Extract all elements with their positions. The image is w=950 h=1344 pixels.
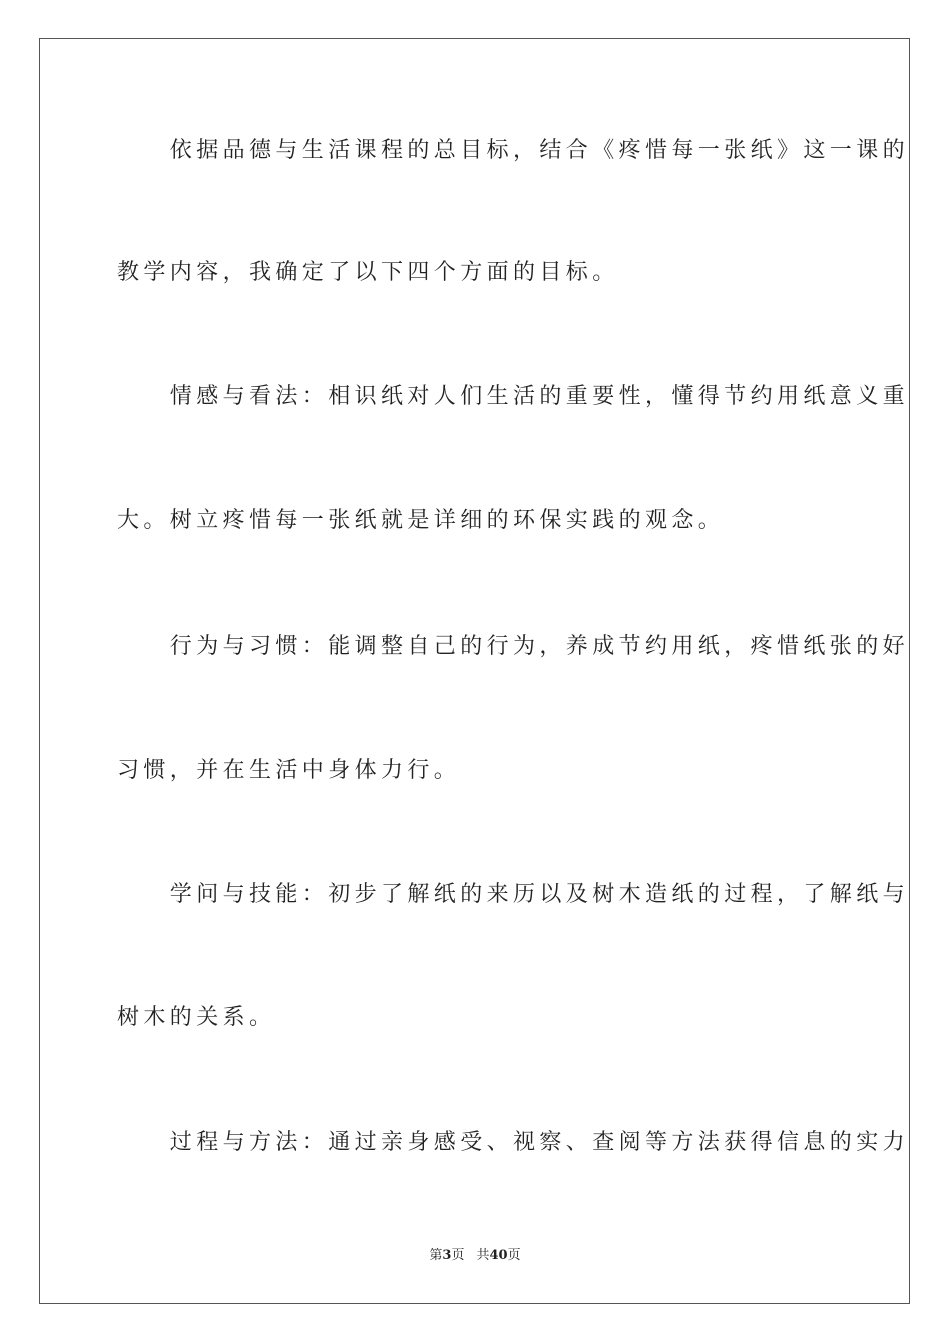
paragraph-4-line-1: 学问与技能：初步了解纸的来历以及树木造纸的过程，了解纸与: [117, 882, 910, 907]
page-footer: [0, 1247, 950, 1265]
paragraph-3-line-1: 行为与习惯：能调整自己的行为，养成节约用纸，疼惜纸张的好: [117, 634, 910, 659]
total-prefix: 共: [476, 1248, 490, 1263]
paragraph-4-line-2: 树木的关系。: [117, 1005, 276, 1030]
total-suffix: 页: [507, 1248, 521, 1263]
paragraph-2-line-1: 情感与看法：相识纸对人们生活的重要性，懂得节约用纸意义重: [117, 384, 910, 409]
paragraph-5-line-1: 过程与方法：通过亲身感受、视察、查阅等方法获得信息的实力: [117, 1130, 910, 1155]
paragraph-3-line-2: 习惯，并在生活中身体力行。: [117, 758, 461, 783]
page-border: [39, 38, 910, 1304]
page-prefix: 第: [429, 1248, 443, 1263]
paragraph-2-line-2: 大。树立疼惜每一张纸就是详细的环保实践的观念。: [117, 508, 725, 533]
paragraph-1-line-1: 依据品德与生活课程的总目标，结合《疼惜每一张纸》这一课的: [117, 138, 910, 163]
page-number: 3: [442, 1248, 452, 1263]
total-pages: 40: [489, 1248, 508, 1263]
paragraph-1-line-2: 教学内容，我确定了以下四个方面的目标。: [117, 260, 619, 285]
page-suffix: 页: [451, 1248, 465, 1263]
